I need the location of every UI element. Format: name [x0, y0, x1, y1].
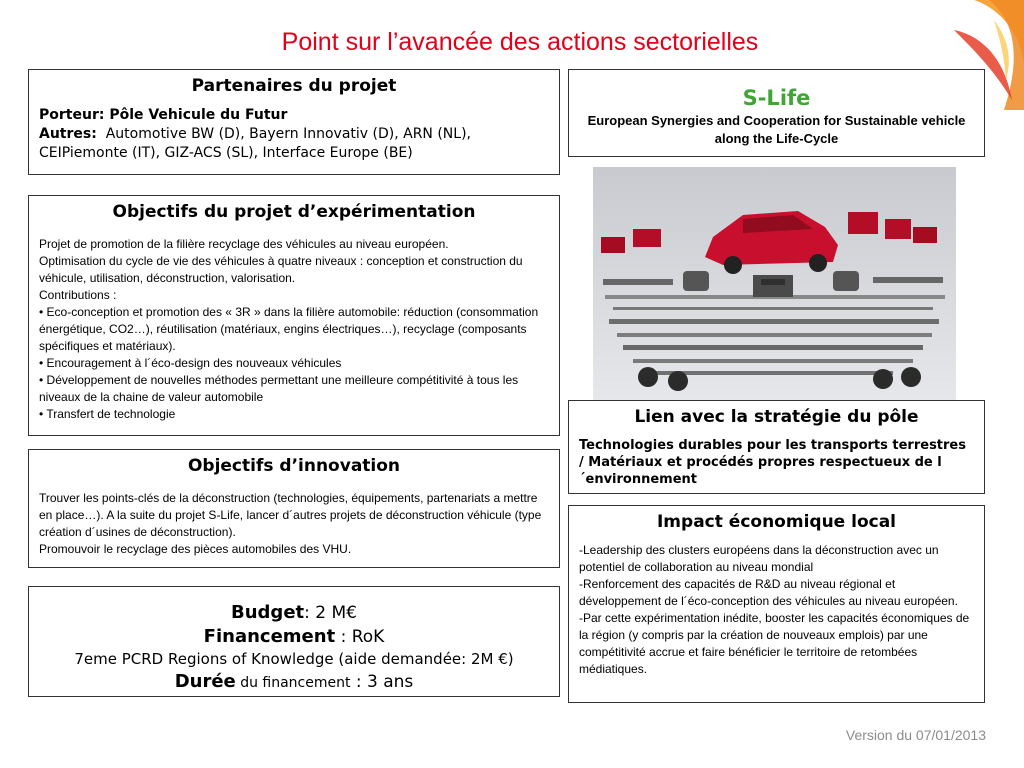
- budget-value: : 2 M€: [304, 603, 357, 623]
- strategy-link-heading: Lien avec la stratégie du pôle: [634, 407, 919, 427]
- economic-impact-heading: Impact économique local: [656, 512, 896, 532]
- autres-label: Autres:: [39, 126, 97, 142]
- financement-label: Financement: [203, 626, 336, 647]
- economic-impact-text: [579, 542, 974, 678]
- version-text: Version du 07/01/2013: [845, 727, 986, 743]
- impact-line: -Renforcement des capacités de R&D au niveau régional et développement de l´éco-conception des véhicules au niveau européen.: [579, 577, 958, 608]
- innovation-line: Promouvoir le recyclage des pièces automobiles des VHU.: [39, 542, 352, 556]
- objectives-line: • Transfert de technologie: [39, 407, 176, 421]
- objectives-experimentation-text: [39, 236, 549, 423]
- partners-heading: Partenaires du projet: [191, 76, 397, 96]
- autres-text: Automotive BW (D), Bayern Innovativ (D), ARN (NL), CEIPiemonte (IT), GIZ-ACS (SL), Interface Europe (BE): [39, 126, 471, 161]
- duree-small: du financement: [235, 675, 351, 691]
- impact-line: -Leadership des clusters européens dans la déconstruction avec un potentiel de collaboration au niveau mondial: [579, 543, 939, 574]
- objectives-line: • Eco-conception et promotion des « 3R » dans la filière automobile: réduction (consommation énergétique, CO2…), réutilisation (matériaux, engins électriques…), recyclage (composants spécifiques et matériaux).: [39, 305, 539, 353]
- porteur-text: Porteur: Pôle Vehicule du Futur: [39, 107, 288, 123]
- objectives-line: • Développement de nouvelles méthodes permettant une meilleure compétitivité à tous les niveaux de la chaine de valeur automobile: [39, 373, 519, 404]
- impact-line: -Par cette expérimentation inédite, booster les capacités économiques de la région (y compris par la création de nouveaux emplois) par une compétitivité accrue et faire bénéficier le territoire de retombées médiatiques.: [579, 611, 970, 676]
- duree-label: Durée: [174, 671, 236, 692]
- budget-label: Budget: [231, 602, 305, 623]
- strategy-link-box: [568, 400, 985, 494]
- objectives-experimentation-box: [28, 195, 560, 436]
- duree-value: : 3 ans: [350, 672, 414, 692]
- financement-value: : RoK: [335, 627, 385, 647]
- objectives-line: Contributions :: [39, 288, 117, 302]
- strategy-link-text: Technologies durables pour les transports terrestres / Matériaux et procédés propres respectueux de l´environnement: [579, 438, 966, 487]
- objectives-innovation-text: [39, 490, 549, 558]
- s-life-box: [568, 69, 985, 157]
- objectives-experimentation-heading: Objectifs du projet d’expérimentation: [112, 202, 476, 222]
- objectives-line: Optimisation du cycle de vie des véhicules à quatre niveaux : conception et construction du véhicule, utilisation, déconstruction, valorisation.: [39, 254, 523, 285]
- s-life-subtitle: European Synergies and Cooperation for Sustainable vehicle along the Life-Cycle: [587, 113, 966, 146]
- objectives-line: Projet de promotion de la filière recyclage des véhicules au niveau européen.: [39, 237, 449, 251]
- economic-impact-box: [568, 505, 985, 703]
- partners-box: [28, 69, 560, 175]
- disassembled-car-photo: [593, 167, 956, 400]
- car-parts-illustration: [593, 167, 956, 400]
- budget-box: [28, 586, 560, 697]
- s-life-name: S-Life: [742, 86, 811, 110]
- page-title: Point sur l’avancée des actions sectorielles: [281, 28, 759, 56]
- objectives-line: • Encouragement à l´éco-design des nouveaux véhicules: [39, 356, 342, 370]
- objectives-innovation-box: [28, 449, 560, 568]
- programme-text: 7eme PCRD Regions of Knowledge (aide demandée: 2M €): [74, 650, 514, 668]
- objectives-innovation-heading: Objectifs d’innovation: [187, 456, 401, 476]
- innovation-line: Trouver les points-clés de la déconstruction (technologies, équipements, partenariats a mettre en place…). A la suite du projet S-Life, lancer d´autres projets de déconstruction véhicule (type création d´usines de déconstruction).: [39, 491, 542, 539]
